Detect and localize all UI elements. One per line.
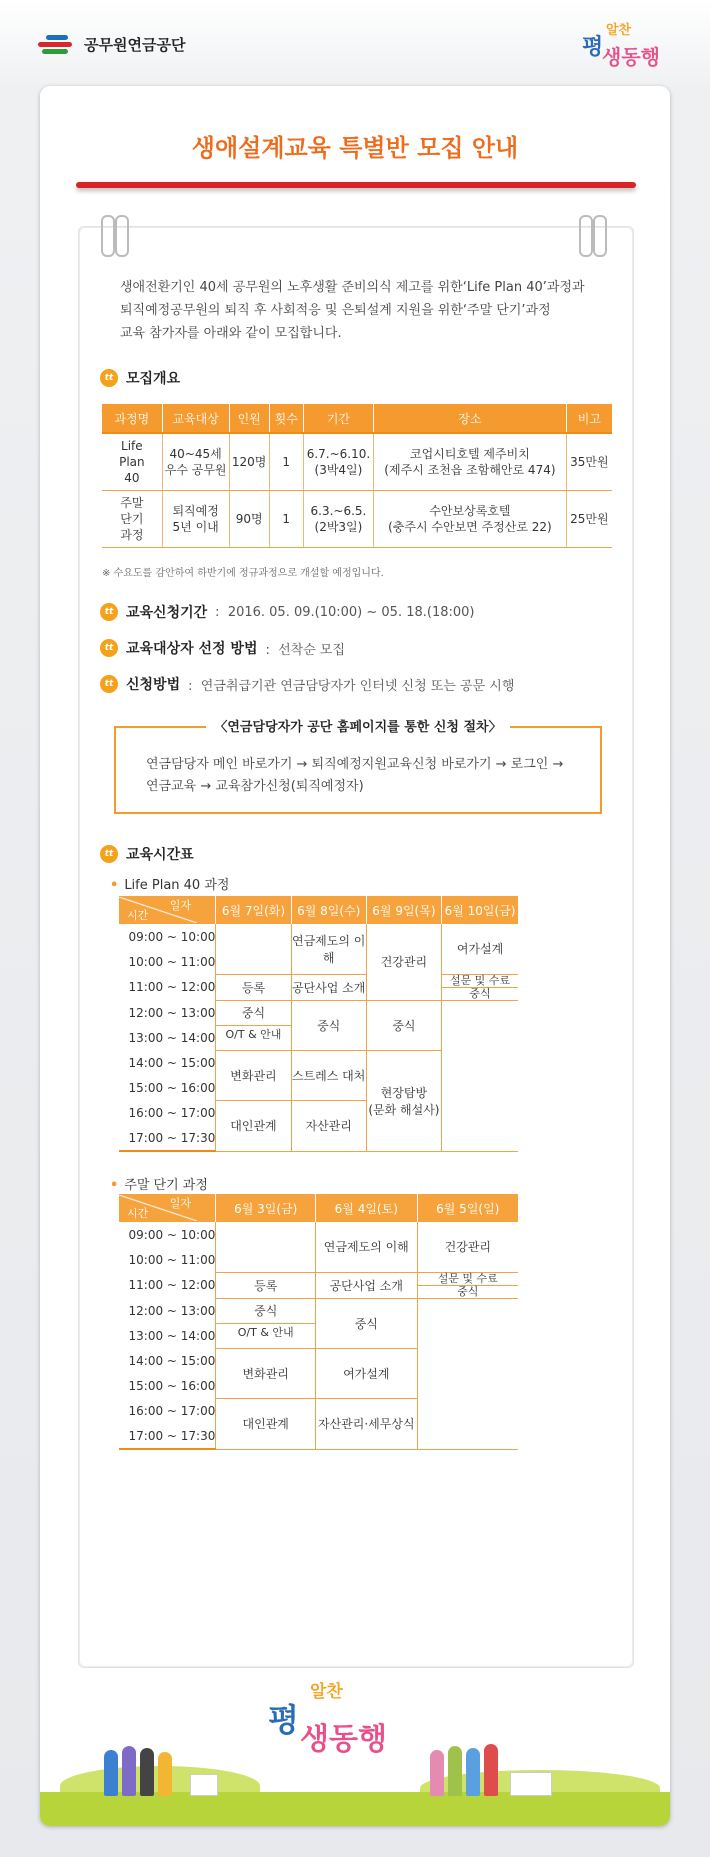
col-header: 장소: [374, 404, 566, 433]
schedule-cell: 공단사업 소개: [291, 974, 366, 1000]
org-name: 공무원연금공단: [84, 36, 186, 54]
recruit-table: [102, 404, 612, 548]
day-header: 6월 7일(화): [216, 896, 291, 924]
corner-header: 일자 시간: [119, 897, 197, 923]
corner-header: 일자 시간: [119, 1195, 197, 1221]
person-icon: [466, 1748, 480, 1796]
recruit-footnote: ※ 수요도를 감안하여 하반기에 정규과정으로 개설할 예정입니다.: [102, 568, 384, 579]
schedule-cell: O/T & 안내: [216, 1025, 291, 1050]
section-selection: tt 교육대상자 선정 방법 : 선착순 모집: [100, 638, 345, 658]
schedule-cell: 대인관계: [216, 1398, 316, 1449]
schedule-cell: [442, 1000, 518, 1151]
brand-small-text: 알찬: [606, 23, 632, 38]
time-slot: 10:00 ~ 11:00: [128, 954, 216, 969]
procedure-title: 〈연금담당자가 공단 홈페이지를 통한 신청 절차〉: [116, 716, 600, 735]
brand-logo-icon: [580, 14, 666, 74]
schedule-cell: 대인관계: [216, 1100, 291, 1151]
brand-big1-text: 평: [268, 1701, 299, 1739]
person-icon: [140, 1748, 154, 1796]
org-logo[interactable]: [38, 34, 185, 55]
time-slot: 16:00 ~ 17:00: [128, 1105, 216, 1120]
section-title: 모집개요: [126, 371, 181, 387]
page-title: 생애설계교육 특별반 모집 안내: [191, 134, 519, 162]
section-recruit: [100, 368, 180, 388]
time-slot: 12:00 ~ 13:00: [128, 1005, 216, 1020]
section-apply-period: tt 교육신청기간 : 2016. 05. 09.(10:00) ~ 05. 18.(18:00): [100, 602, 475, 622]
schedule-cell: [216, 924, 291, 974]
col-header: 비고: [566, 404, 612, 433]
ground-strip: [40, 1792, 670, 1826]
schedule-cell: 중식: [216, 1000, 291, 1025]
time-slot: 10:00 ~ 11:00: [128, 1252, 216, 1267]
day-header: 6월 3일(금): [216, 1194, 316, 1222]
time-slot: 13:00 ~ 14:00: [128, 1328, 216, 1343]
page-header: [0, 0, 710, 80]
table-row: Life Plan 40 40~45세 우수 공무원 120명 1 6.7.~6.10. (3박4일) 코업시티호텔 제주비치 (제주시 조천읍 조함해안로 474) 35만원: [102, 433, 612, 491]
content-card: [40, 86, 670, 1826]
schedule-cell: 중식: [366, 1000, 441, 1050]
time-slot: 16:00 ~ 17:00: [128, 1403, 216, 1418]
schedule-cell: 자산관리: [291, 1100, 366, 1151]
time-slot: 12:00 ~ 13:00: [128, 1303, 216, 1318]
house-icon: [510, 1772, 552, 1796]
time-slot: 14:00 ~ 15:00: [128, 1055, 216, 1070]
weekend-subheading: • 주말 단기 과정: [110, 1178, 208, 1193]
time-slot: 15:00 ~ 16:00: [128, 1378, 216, 1393]
schedule-cell: 중식: [291, 1000, 366, 1050]
schedule-cell: 연금제도의 이해: [291, 924, 366, 974]
schedule-cell: O/T & 안내: [216, 1323, 316, 1348]
section-timetable: tt 교육시간표: [100, 844, 194, 864]
binder-ring-icon: [579, 215, 593, 257]
schedule-cell: 변화관리: [216, 1050, 291, 1100]
time-slot: 15:00 ~ 16:00: [128, 1080, 216, 1095]
person-icon: [430, 1750, 444, 1796]
day-header: 6월 9일(목): [366, 896, 441, 924]
title-divider: [76, 182, 636, 188]
org-logo-icon: [38, 35, 76, 55]
intro-text: 생애전환기인 40세 공무원의 노후생활 준비의식 제고를 위한‘Life Plan 40’과정과 퇴직예정공무원의 퇴직 후 사회적응 및 은퇴설계 지원을 위한‘주말 단기’과정 교육 참가자를 아래와 같이 모집합니다.: [120, 280, 585, 341]
brand-big2-text: 생동행: [300, 1722, 387, 1757]
schedule-cell: 건강관리: [417, 1222, 518, 1272]
col-header: 횟수: [269, 404, 303, 433]
method-value: : 연금취급기관 연금담당자가 인터넷 신청 또는 공문 시행: [188, 678, 515, 694]
time-slot: 09:00 ~ 10:00: [128, 929, 216, 944]
brand-big1-text: 평: [582, 35, 604, 60]
schedule-cell: 자산관리·세무상식: [316, 1398, 417, 1449]
footer-illustration: [40, 1746, 670, 1826]
selection-value: : 선착순 모집: [265, 642, 346, 658]
lp40-timetable: [118, 896, 518, 1152]
section-badge-icon: tt: [100, 845, 118, 863]
schedule-cell: 연금제도의 이해: [316, 1222, 417, 1272]
time-slot: 14:00 ~ 15:00: [128, 1353, 216, 1368]
col-header: 과정명: [102, 404, 162, 433]
schedule-cell: 등록: [216, 1272, 316, 1298]
schedule-cell: 중식: [316, 1298, 417, 1348]
binder-ring-icon: [101, 215, 115, 257]
day-header: 6월 4일(토): [316, 1194, 417, 1222]
schedule-cell: 스트레스 대처: [291, 1050, 366, 1100]
time-slot: 11:00 ~ 12:00: [128, 1278, 216, 1292]
day-header: 6월 10일(금): [442, 896, 518, 924]
schedule-cell: 설문 및 수료 중식: [442, 974, 518, 1000]
day-header: 6월 8일(수): [291, 896, 366, 924]
procedure-text: 연금담당자 메인 바로가기 → 퇴직예정지원교육신청 바로가기 → 로그인 → 연금교육 → 교육참가신청(퇴직예정자): [146, 757, 564, 794]
section-badge-icon: tt: [100, 639, 118, 657]
schedule-cell: 중식: [216, 1298, 316, 1323]
schedule-cell: 설문 및 수료 중식: [417, 1272, 518, 1298]
schedule-cell: 등록: [216, 974, 291, 1000]
brand-big2-text: 생동행: [602, 45, 660, 69]
schedule-cell: 여가설계: [316, 1348, 417, 1398]
person-icon: [158, 1752, 172, 1796]
time-slot: 17:00 ~ 17:30: [119, 1125, 216, 1151]
schedule-cell: 현장탐방 (문화 해설사): [366, 1050, 441, 1151]
person-icon: [104, 1750, 118, 1796]
procedure-box: [114, 720, 602, 814]
time-slot: 11:00 ~ 12:00: [128, 980, 216, 994]
section-method: tt 신청방법 : 연금취급기관 연금담당자가 인터넷 신청 또는 공문 시행: [100, 674, 514, 694]
schedule-cell: 여가설계: [442, 924, 518, 974]
weekend-timetable: [118, 1194, 518, 1450]
house-icon: [190, 1774, 218, 1796]
binder-ring-icon: [115, 215, 129, 257]
schedule-cell: 변화관리: [216, 1348, 316, 1398]
schedule-cell: [417, 1298, 518, 1449]
lp40-subheading: • Life Plan 40 과정: [110, 878, 230, 893]
section-badge-icon: tt: [100, 369, 118, 387]
person-icon: [122, 1746, 136, 1796]
person-icon: [448, 1746, 462, 1796]
col-header: 인원: [229, 404, 269, 433]
binder-ring-icon: [593, 215, 607, 257]
time-slot: 09:00 ~ 10:00: [128, 1227, 216, 1242]
time-slot: 13:00 ~ 14:00: [128, 1030, 216, 1045]
schedule-cell: [216, 1222, 316, 1272]
apply-period-value: : 2016. 05. 09.(10:00) ~ 05. 18.(18:00): [215, 604, 475, 620]
section-badge-icon: tt: [100, 675, 118, 693]
person-icon: [484, 1744, 498, 1796]
section-badge-icon: tt: [100, 603, 118, 621]
schedule-cell: 건강관리: [366, 924, 441, 1000]
table-row: 주말 단기 과정 퇴직예정 5년 이내 90명 1 6.3.~6.5. (2박3일) 수안보상록호텔 (충주시 수안보면 주정산로 22) 25만원: [102, 491, 612, 548]
time-slot: 17:00 ~ 17:30: [119, 1423, 216, 1449]
brand-small-text: 알찬: [310, 1682, 343, 1702]
schedule-cell: 공단사업 소개: [316, 1272, 417, 1298]
day-header: 6월 5일(일): [417, 1194, 518, 1222]
col-header: 기간: [303, 404, 374, 433]
col-header: 교육대상: [162, 404, 229, 433]
